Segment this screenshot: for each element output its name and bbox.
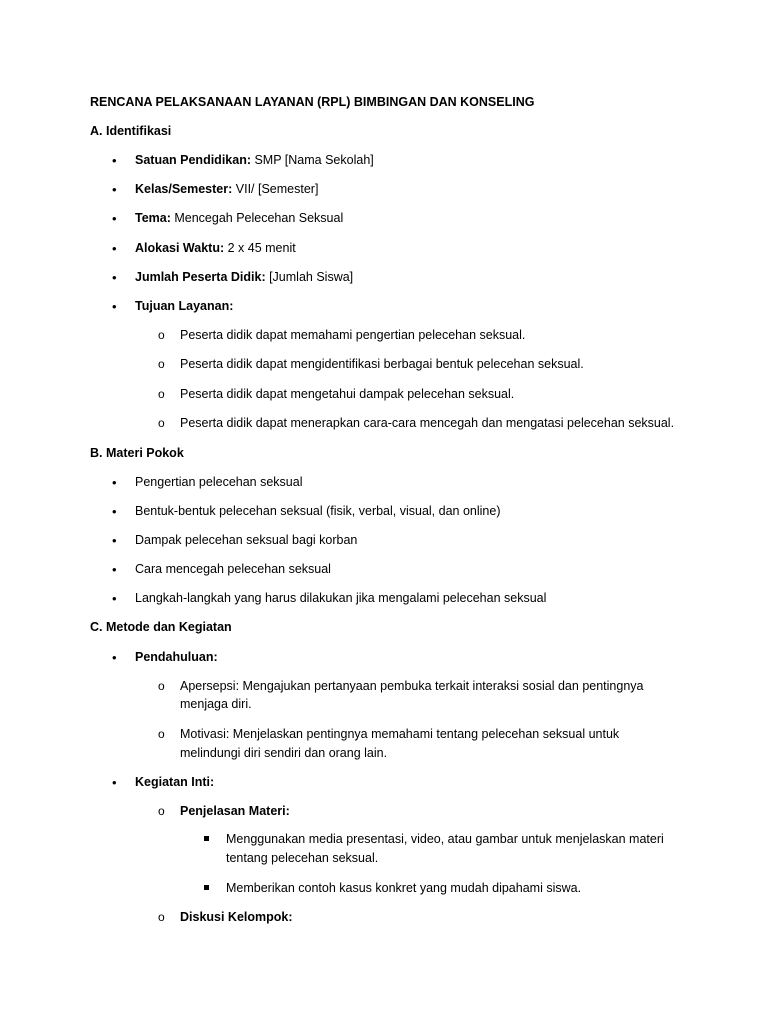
bullet-marker: • [112,182,117,197]
bullet-marker: • [112,650,117,665]
list-item: Satuan Pendidikan: SMP [Nama Sekolah] [135,153,374,167]
list-item: Tema: Mencegah Pelecehan Seksual [135,211,344,225]
section-b-heading: B. Materi Pokok [90,446,184,460]
circle-marker: o [158,387,165,401]
goal-item: Peserta didik dapat mengetahui dampak pelecehan seksual. [180,387,515,401]
goal-item: Peserta didik dapat memahami pengertian pelecehan seksual. [180,328,526,342]
list-item: Pengertian pelecehan seksual [135,475,303,489]
list-item: Cara mencegah pelecehan seksual [135,562,331,576]
bullet-marker: • [112,591,117,606]
circle-marker: o [158,679,165,693]
bullet-marker: • [112,475,117,490]
penjelasan-materi-label: Penjelasan Materi: [180,804,290,818]
circle-marker: o [158,727,165,741]
bullet-marker: • [112,153,117,168]
circle-marker: o [158,357,165,371]
bullet-marker: • [112,211,117,226]
list-item: Tujuan Layanan: [135,299,234,313]
square-marker [204,885,209,890]
apersepsi-line-2: menjaga diri. [180,697,252,711]
penjelasan-item-1-line-2: tentang pelecehan seksual. [226,851,379,865]
circle-marker: o [158,416,165,430]
bullet-marker: • [112,533,117,548]
circle-marker: o [158,328,165,342]
goal-item: Peserta didik dapat menerapkan cara-cara mencegah dan mengatasi pelecehan seksual. [180,416,675,430]
section-a-heading: A. Identifikasi [90,124,172,138]
section-c-heading: C. Metode dan Kegiatan [90,620,232,634]
bullet-marker: • [112,562,117,577]
apersepsi-line-1: Apersepsi: Mengajukan pertanyaan pembuka terkait interaksi sosial dan pentingnya [180,679,644,693]
bullet-marker: • [112,270,117,285]
circle-marker: o [158,804,165,818]
motivasi-line-2: melindungi diri sendiri dan orang lain. [180,746,388,760]
goal-item: Peserta didik dapat mengidentifikasi berbagai bentuk pelecehan seksual. [180,357,584,371]
list-item: Alokasi Waktu: 2 x 45 menit [135,241,296,255]
bullet-marker: • [112,299,117,314]
circle-marker: o [158,910,165,924]
bullet-marker: • [112,775,117,790]
bullet-marker: • [112,241,117,256]
bullet-marker: • [112,504,117,519]
penjelasan-item-2: Memberikan contoh kasus konkret yang mudah dipahami siswa. [226,881,582,895]
list-item-pendahuluan: Pendahuluan: [135,650,218,664]
list-item: Kelas/Semester: VII/ [Semester] [135,182,319,196]
list-item: Jumlah Peserta Didik: [Jumlah Siswa] [135,270,354,284]
list-item: Dampak pelecehan seksual bagi korban [135,533,358,547]
list-item: Langkah-langkah yang harus dilakukan jika mengalami pelecehan seksual [135,591,547,605]
document-title: RENCANA PELAKSANAAN LAYANAN (RPL) BIMBINGAN DAN KONSELING [90,95,535,109]
square-marker [204,836,209,841]
motivasi-line-1: Motivasi: Menjelaskan pentingnya memahami tentang pelecehan seksual untuk [180,727,620,741]
list-item: Bentuk-bentuk pelecehan seksual (fisik, verbal, visual, dan online) [135,504,501,518]
list-item-kegiatan-inti: Kegiatan Inti: [135,775,215,789]
diskusi-kelompok-label: Diskusi Kelompok: [180,910,293,924]
penjelasan-item-1-line-1: Menggunakan media presentasi, video, atau gambar untuk menjelaskan materi [226,832,664,846]
